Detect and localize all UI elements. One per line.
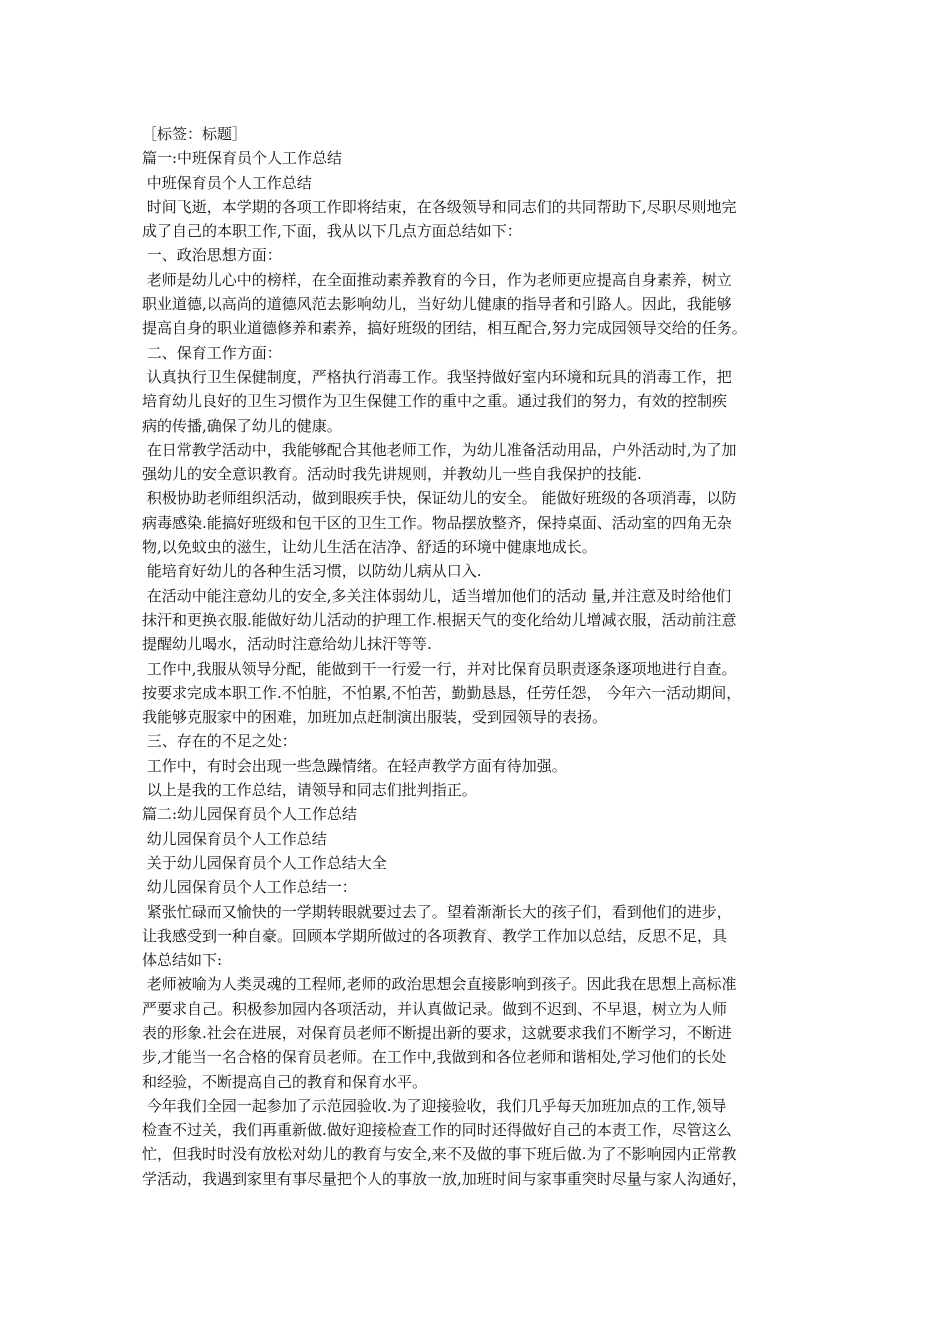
text-line: 老师是幼儿心中的榜样，在全面推动素养教育的今日，作为老师更应提高自身素养，树立 (142, 270, 732, 289)
text-line: 在活动中能注意幼儿的安全,多关注体弱幼儿，适当增加他们的活动 量,并注意及时给他们 (142, 586, 732, 605)
text-line: 时间飞逝，本学期的各项工作即将结束，在各级领导和同志们的共同帮助下,尽职尽则地完 (142, 197, 737, 216)
text-line: 今年我们全园一起参加了示范园验收.为了迎接验收，我们几乎每天加班加点的工作,领导 (142, 1096, 727, 1115)
text-line: 提高自身的职业道德修养和素养，搞好班级的团结，相互配合,努力完成园领导交给的任务。 (142, 319, 747, 338)
text-line: 和经验，不断提高自己的教育和保育水平。 (142, 1072, 428, 1091)
text-line: 篇二:幼儿园保育员个人工作总结 (142, 805, 358, 824)
text-line: 幼儿园保育员个人工作总结一： (142, 878, 357, 897)
text-line: 篇一:中班保育员个人工作总结 (142, 149, 343, 168)
text-line: 我能够克服家中的困难，加班加点赶制演出服装，受到园领导的表扬。 (142, 708, 608, 727)
text-line: 三、存在的不足之处： (142, 732, 297, 751)
text-line: 中班保育员个人工作总结 (142, 173, 312, 192)
text-line: 病毒感染.能搞好班级和包干区的卫生工作。物品摆放整齐，保持桌面、活动室的四角无杂 (142, 513, 732, 532)
text-line: 严要求自己。积极参加园内各项活动，并认真做记录。做到不迟到、不早退，树立为人师 (142, 999, 728, 1018)
text-line: ［标签：标题］ (142, 125, 248, 143)
text-line: 二、保育工作方面： (142, 343, 282, 362)
text-line: 职业道德,以高尚的道德风范去影响幼儿，当好幼儿健康的指导者和引路人。因此，我能够 (142, 295, 732, 314)
text-line: 让我感受到一种自豪。回顾本学期所做过的各项教育、教学工作加以总结，反思不足，具 (142, 926, 728, 945)
text-line: 物,以免蚊虫的滋生，让幼儿生活在洁净、舒适的环境中健康地成长。 (142, 538, 597, 557)
text-line: 强幼儿的安全意识教育。活动时我先讲规则，并教幼儿一些自我保护的技能. (142, 465, 642, 484)
text-line: 一、政治思想方面： (142, 246, 282, 265)
text-line: 表的形象.社会在进展，对保育员老师不断提出新的要求，这就要求我们不断学习，不断进 (142, 1023, 732, 1042)
text-line: 在日常教学活动中，我能够配合其他老师工作，为幼儿准备活动用品，户外活动时,为了加 (142, 440, 737, 459)
text-line: 积极协助老师组织活动，做到眼疾手快，保证幼儿的安全。 能做好班级的各项消毒，以防 (142, 489, 737, 508)
text-line: 忙，但我时时没有放松对幼儿的教育与安全,来不及做的事下班后做.为了不影响园内正常教 (142, 1145, 737, 1164)
text-line: 工作中，有时会出现一些急躁情绪。在轻声教学方面有待加强。 (142, 756, 567, 775)
text-line: 提醒幼儿喝水，活动时注意给幼儿抹汗等等. (142, 635, 432, 654)
text-line: 学活动，我遇到家里有事尽量把个人的事放一放,加班时间与家事重突时尽量与家人沟通好， (142, 1169, 747, 1188)
text-line: 幼儿园保育员个人工作总结 (142, 829, 327, 848)
text-line: 认真执行卫生保健制度，严格执行消毒工作。我坚持做好室内环境和玩具的消毒工作，把 (142, 367, 732, 386)
text-line: 抹汗和更换衣服.能做好幼儿活动的护理工作.根据天气的变化给幼儿增减衣服，活动前注意 (142, 610, 737, 629)
text-line: 按要求完成本职工作.不怕脏，不怕累,不怕苦，勤勤恳恳，任劳任怨， 今年六一活动期间， (142, 683, 742, 702)
text-line: 体总结如下: (142, 951, 223, 970)
text-line: 步,才能当一名合格的保育员老师。在工作中,我做到和各位老师和谐相处,学习他们的长处 (142, 1048, 727, 1067)
text-line: 检查不过关，我们再重新做.做好迎接检查工作的同时还得做好自己的本责工作，尽管这么 (142, 1121, 732, 1140)
text-line: 成了自己的本职工作,下面，我从以下几点方面总结如下： (142, 222, 522, 241)
text-line: 病的传播,确保了幼儿的健康。 (142, 416, 342, 435)
text-line: 关于幼儿园保育员个人工作总结大全 (142, 853, 387, 872)
text-line: 老师被喻为人类灵魂的工程师,老师的政治思想会直接影响到孩子。因此我在思想上高标准 (142, 975, 737, 994)
text-line: 以上是我的工作总结，请领导和同志们批判指正。 (142, 781, 477, 800)
text-line: 培育幼儿良好的卫生习惯作为卫生保健工作的重中之重。通过我们的努力，有效的控制疾 (142, 392, 728, 411)
text-line: 紧张忙碌而又愉快的一学期转眼就要过去了。望着渐渐长大的孩子们，看到他们的进步， (142, 902, 732, 921)
text-line: 能培育好幼儿的各种生活习惯，以防幼儿病从口入. (142, 562, 482, 581)
text-line: 工作中,我服从领导分配，能做到干一行爱一行，并对比保育员职责逐条逐项地进行自查。 (142, 659, 737, 678)
document-body (142, 122, 822, 1191)
